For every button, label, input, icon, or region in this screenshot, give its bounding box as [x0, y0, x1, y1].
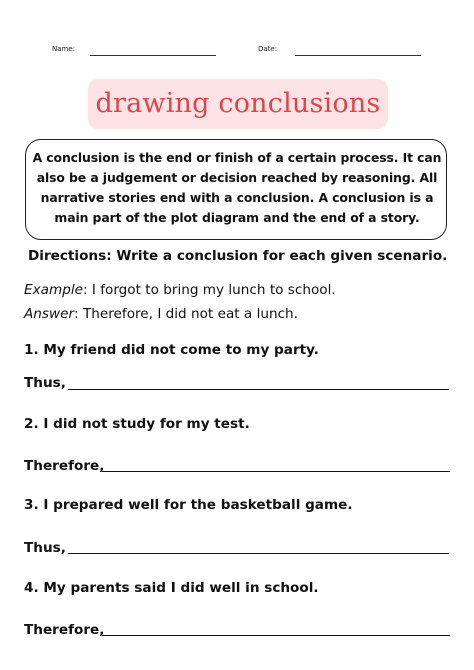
example-text: : I forgot to bring my lunch to school.: [82, 282, 336, 298]
answer-line-1[interactable]: [68, 389, 449, 390]
question-3: 3. I prepared well for the basketball game.: [24, 497, 353, 513]
answer-starter-3: Thus,: [24, 540, 66, 556]
answer-line-4[interactable]: [102, 635, 450, 636]
example-line: [24, 282, 336, 298]
question-1: 1. My friend did not come to my party.: [24, 342, 319, 358]
example-label: Example: [24, 282, 83, 298]
answer-starter-4: Therefore,: [24, 622, 105, 638]
name-label: Name:: [52, 45, 76, 53]
definition-text: A conclusion is the end or finish of a certain process. It can also be a judgement or decision reached by reasoning. All narrative stories end with a conclusion. A conclusion is a main part of the plot diagram and the end of a story.: [32, 150, 442, 225]
answer-line: [24, 306, 298, 322]
date-field[interactable]: [295, 55, 421, 56]
answer-text: : Therefore, I did not eat a lunch.: [74, 306, 298, 322]
date-label: Date:: [258, 45, 278, 53]
answer-starter-1: Thus,: [24, 375, 66, 391]
question-4: 4. My parents said I did well in school.: [24, 580, 319, 596]
answer-line-2[interactable]: [102, 471, 450, 472]
question-2: 2. I did not study for my test.: [24, 416, 250, 432]
answer-line-3[interactable]: [68, 553, 449, 554]
directions-text: Directions: Write a conclusion for each given scenario.: [28, 248, 448, 264]
name-field[interactable]: [90, 55, 216, 56]
answer-starter-2: Therefore,: [24, 458, 105, 474]
page-title: drawing conclusions: [95, 88, 381, 119]
answer-label: Answer: [24, 306, 75, 322]
